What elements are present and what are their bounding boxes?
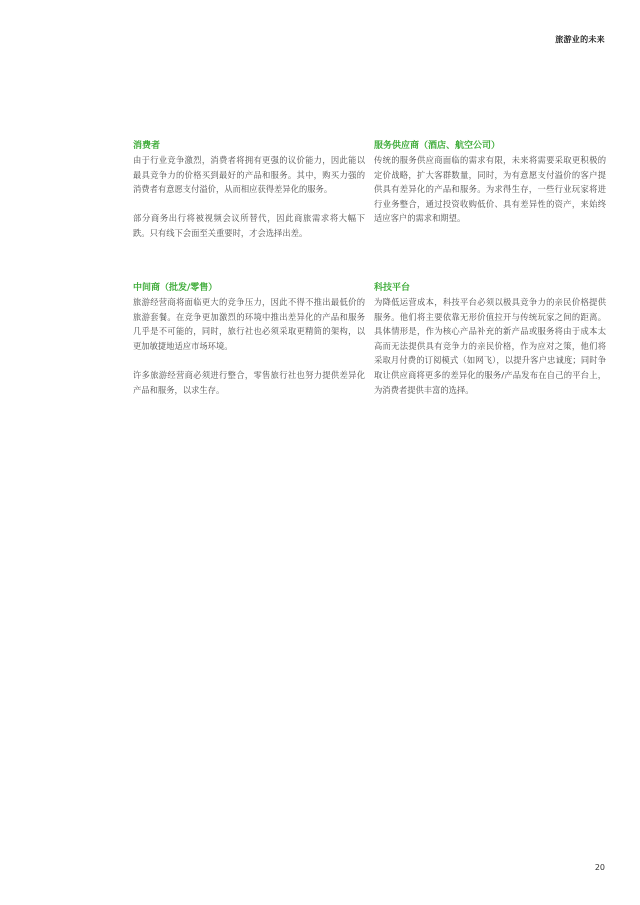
page-number: 20 xyxy=(594,863,605,872)
running-header-title: 旅游业的未来 xyxy=(555,35,605,44)
section-consumer xyxy=(133,139,365,241)
section-paragraph: 传统的服务供应商面临的需求有限，未来将需要采取更积极的定价战略，扩大客群数量，同时，为有意愿支付溢价的客户提供具有差异化的产品和服务。为求得生存，一些行业玩家将进行业务整合，通过投资收购低价、具有差异性的资产，来始终适应客户的需求和期望。 xyxy=(374,155,606,224)
section-paragraph: 许多旅游经营商必须进行整合，零售旅行社也努力提供差异化产品和服务，以求生存。 xyxy=(133,369,365,395)
section-paragraph: 旅游经营商将面临更大的竞争压力，因此不得不推出最低价的旅游套餐。在竞争更加激烈的环境中推出差异化的产品和服务几乎是不可能的，同时，旅行社也必须采取更精简的架构，以更加敏捷地适应市场环境。 xyxy=(133,297,365,351)
section-paragraph: 为降低运营成本，科技平台必须以极具竞争力的亲民价格提供服务。他们将主要依靠无形价值拉开与传统玩家之间的距离。具体情形是，作为核心产品补充的新产品或服务将由于成本太高而无法提供具有竞争力的亲民价格，作为应对之策，他们将采取月付费的订阅模式（如网飞），以提升客户忠诚度；同时争取让供应商将更多的差异化的服务/产品发布在自己的平台上，为消费者提供丰富的选择。 xyxy=(374,297,606,395)
section-paragraph: 部分商务出行将被视频会议所替代，因此商旅需求将大幅下跌。只有线下会面至关重要时，才会选择出差。 xyxy=(133,213,365,238)
section-heading-service-supplier: 服务供应商（酒店、航空公司） xyxy=(374,141,501,151)
section-heading-intermediary: 中间商（批发/零售） xyxy=(133,283,218,293)
section-tech-platform xyxy=(374,281,606,397)
section-paragraph: 由于行业竞争激烈，消费者将拥有更强的议价能力，因此能以最具竞争力的价格买到最好的产品和服务。其中，购买力强的消费者有意愿支付溢价，从而相应获得差异化的服务。 xyxy=(133,155,365,195)
section-intermediary xyxy=(133,281,365,397)
section-service-supplier xyxy=(374,139,606,226)
section-heading-consumer: 消费者 xyxy=(133,141,161,151)
section-heading-tech-platform: 科技平台 xyxy=(374,283,411,293)
